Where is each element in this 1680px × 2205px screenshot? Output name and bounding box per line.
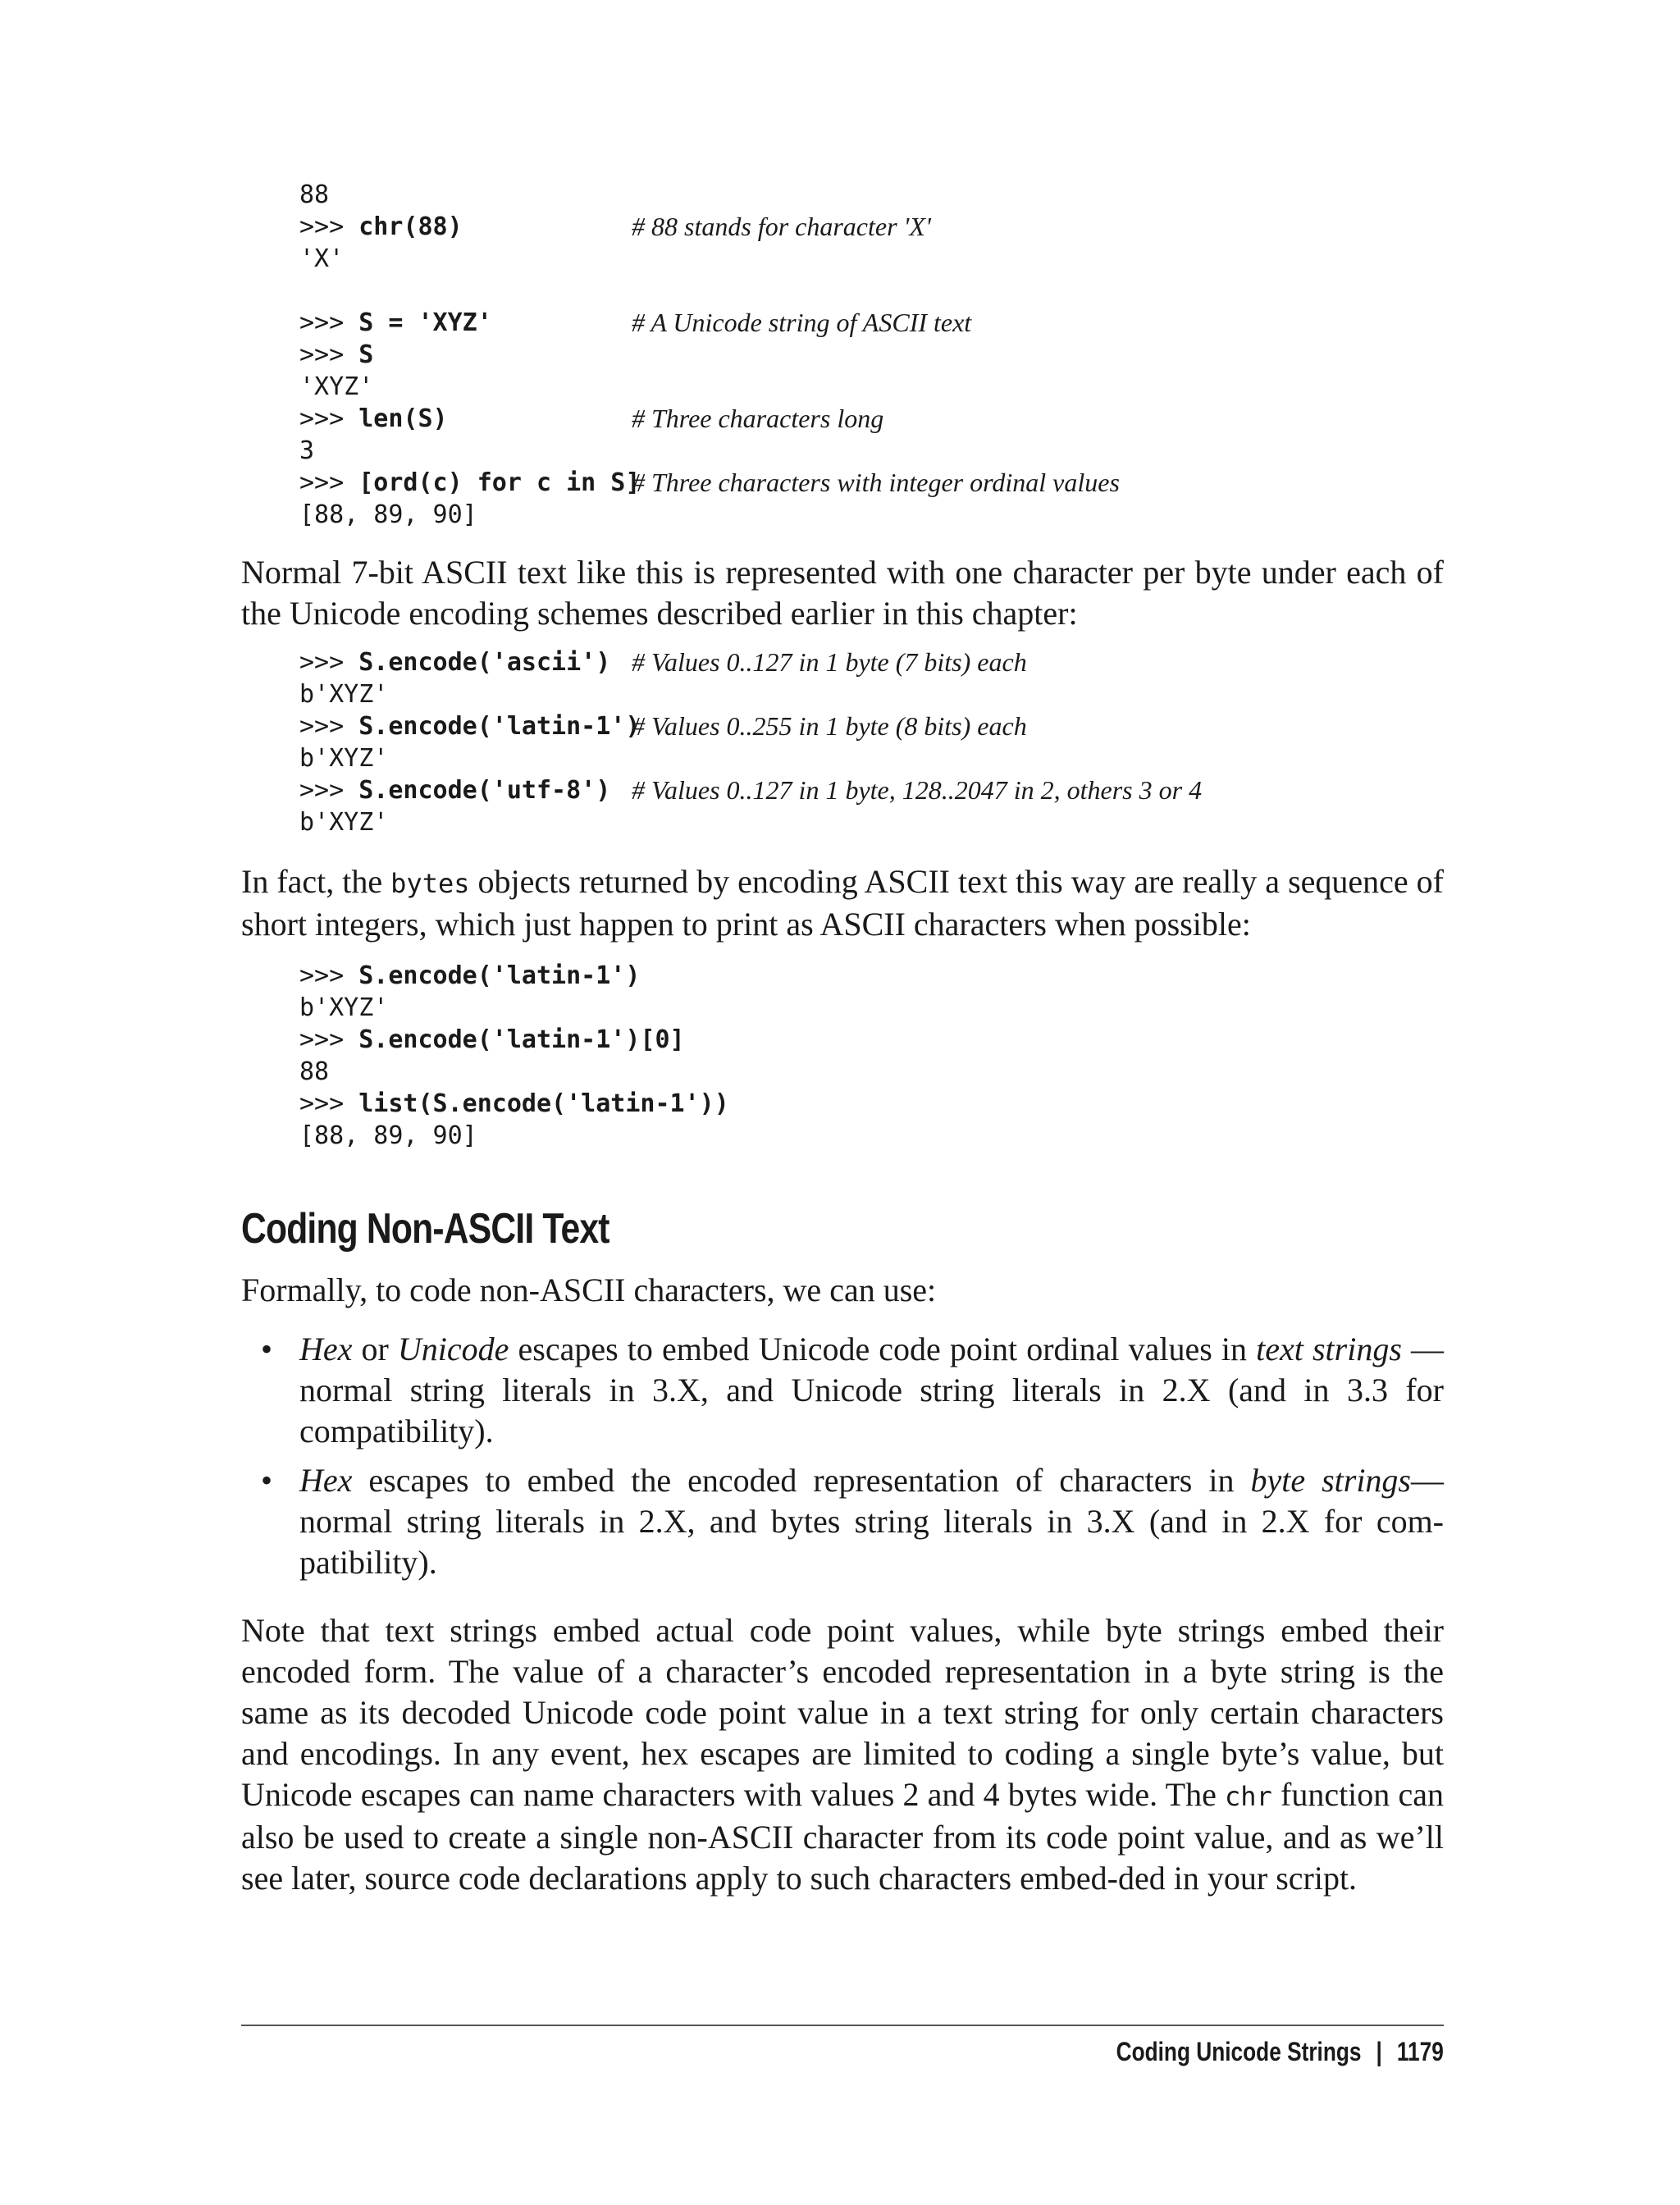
code-prompt-or-output: >>> [299, 212, 359, 241]
code-prompt-or-output: >>> [299, 712, 359, 741]
code-line [299, 307, 972, 339]
code-line [299, 467, 1120, 499]
list-item-text: —normal string literals in 3.X, and Unicode string literals in 2.X (and in 3.3 for compatibility). [299, 1331, 1444, 1449]
code-prompt-or-output: [88, 89, 90] [299, 500, 477, 529]
list-item-byte-string-escapes [241, 1460, 1444, 1583]
code-prompt-or-output: >>> [299, 1089, 359, 1118]
page-footer [1116, 2037, 1444, 2067]
code-line [299, 646, 1027, 678]
bullet-icon: • [261, 1462, 273, 1499]
code-prompt-or-output: >>> [299, 648, 359, 677]
footer-separator: | [1376, 2037, 1383, 2066]
code-comment: # Values 0..127 in 1 byte, 128..2047 in 2, others 3 or 4 [632, 775, 1203, 805]
code-command: S = 'XYZ' [358, 308, 492, 337]
paragraph-note-text-vs-byte [241, 1610, 1444, 1899]
code-comment: # Values 0..255 in 1 byte (8 bits) each [632, 711, 1027, 741]
paragraph-ascii-one-byte: Normal 7-bit ASCII text like this is represented with one character per byte under each of the Unicode encoding schemes described earlier in this chapter: [241, 554, 1444, 632]
code-command: S.encode('utf-8') [358, 776, 611, 805]
paragraph-text: Note that text strings embed actual code point values, while byte strings embed their encoded form. The value of a character’s encoded representation in a byte string is the same as its decoded Unicode code point value in a text string for only certain characters and encodings. In any event, hex escapes are limited to coding a single byte’s value, but Unicode escapes can name characters with values 2 and 4 bytes wide. The [241, 1612, 1444, 1813]
code-command: S.encode('latin-1') [358, 961, 641, 990]
code-prompt-or-output: b'XYZ' [299, 680, 389, 709]
code-comment: # 88 stands for character 'X' [632, 212, 931, 241]
section-heading: Coding Non-ASCII Text [241, 1205, 609, 1253]
inline-code-chr: chr [1225, 1781, 1272, 1812]
code-command: chr(88) [358, 212, 463, 241]
bullet-icon: • [261, 1331, 273, 1367]
code-line [299, 211, 931, 243]
code-line [299, 960, 729, 992]
emphasis-term: Hex [299, 1462, 353, 1499]
page-number: 1179 [1397, 2037, 1444, 2066]
code-line [299, 992, 729, 1024]
code-prompt-or-output: 'X' [299, 244, 345, 273]
list-item-text: or [352, 1331, 398, 1367]
code-comment: # Values 0..127 in 1 byte (7 bits) each [632, 647, 1027, 677]
code-prompt-or-output: b'XYZ' [299, 808, 389, 837]
code-command: S [358, 340, 374, 369]
emphasis-term: Unicode [397, 1331, 509, 1367]
paragraph-text: function can also be used to create a single non-ASCII character from its code point value, and as we’ll see later, source code declarations apply to such characters embed-ded in your script. [241, 1776, 1444, 1897]
code-command: S.encode('latin-1')[0] [358, 1025, 685, 1054]
code-prompt-or-output: >>> [299, 468, 359, 497]
code-prompt-or-output: >>> [299, 308, 359, 337]
paragraph-text: In fact, the [241, 863, 391, 900]
code-line [299, 1120, 729, 1152]
code-line [299, 403, 884, 435]
code-line [299, 774, 1203, 806]
code-comment: # Three characters long [632, 404, 884, 433]
code-prompt-or-output: >>> [299, 340, 359, 369]
code-line [299, 1088, 729, 1120]
code-block-latin1-indexing [299, 960, 729, 1152]
emphasis-term: byte strings [1250, 1462, 1411, 1499]
code-prompt-or-output: [88, 89, 90] [299, 1121, 477, 1150]
escape-types-list [241, 1329, 1444, 1591]
code-line [299, 742, 640, 774]
paragraph-formally: Formally, to code non-ASCII characters, we can use: [241, 1271, 937, 1308]
code-line [299, 275, 640, 307]
footer-divider [241, 2025, 1444, 2026]
code-prompt-or-output: b'XYZ' [299, 744, 389, 773]
code-comment: # Three characters with integer ordinal values [632, 468, 1120, 497]
code-line [299, 678, 640, 710]
emphasis-term: text strings [1256, 1331, 1402, 1367]
code-prompt-or-output: 3 [299, 436, 315, 465]
running-footer-title: Coding Unicode Strings [1116, 2037, 1362, 2066]
code-prompt-or-output: >>> [299, 776, 359, 805]
code-command: len(S) [358, 404, 448, 433]
code-prompt-or-output: >>> [299, 961, 359, 990]
code-line [299, 179, 640, 211]
emphasis-term: Hex [299, 1331, 353, 1367]
code-line [299, 710, 1027, 742]
code-comment: # A Unicode string of ASCII text [632, 308, 972, 337]
code-line [299, 1056, 729, 1088]
inline-code-bytes: bytes [390, 868, 470, 899]
code-block-encode-examples [299, 646, 1203, 838]
code-command: [ord(c) for c in S] [358, 468, 641, 497]
list-item-text: — normal string literals in 2.X, and bytes string literals in 3.X (and in 2.X for com-patibility). [299, 1462, 1444, 1581]
code-line [299, 243, 640, 275]
list-item-text: escapes to embed Unicode code point ordinal values in [509, 1331, 1257, 1367]
code-block-chr-ord [299, 179, 1120, 531]
list-item-text-string-escapes [241, 1329, 1444, 1452]
code-line [299, 435, 640, 467]
code-prompt-or-output: >>> [299, 404, 359, 433]
code-line [299, 499, 640, 531]
code-command: S.encode('latin-1') [358, 712, 641, 741]
code-command: list(S.encode('latin-1')) [358, 1089, 729, 1118]
code-prompt-or-output: 'XYZ' [299, 372, 374, 401]
code-prompt-or-output: >>> [299, 1025, 359, 1054]
list-item-text: escapes to embed the encoded representation of characters in [352, 1462, 1251, 1499]
paragraph-text: objects returned by encoding ASCII text this way are really a sequence of short integers, which just happen to print as ASCII characters when possible: [241, 863, 1444, 943]
code-command: S.encode('ascii') [358, 648, 611, 677]
code-prompt-or-output: 88 [299, 1057, 330, 1086]
paragraph-bytes-objects [241, 861, 1444, 945]
code-prompt-or-output: 88 [299, 180, 330, 209]
code-line [299, 1024, 729, 1056]
code-prompt-or-output: b'XYZ' [299, 993, 389, 1022]
code-line [299, 371, 640, 403]
code-line [299, 806, 640, 838]
code-line [299, 339, 640, 371]
